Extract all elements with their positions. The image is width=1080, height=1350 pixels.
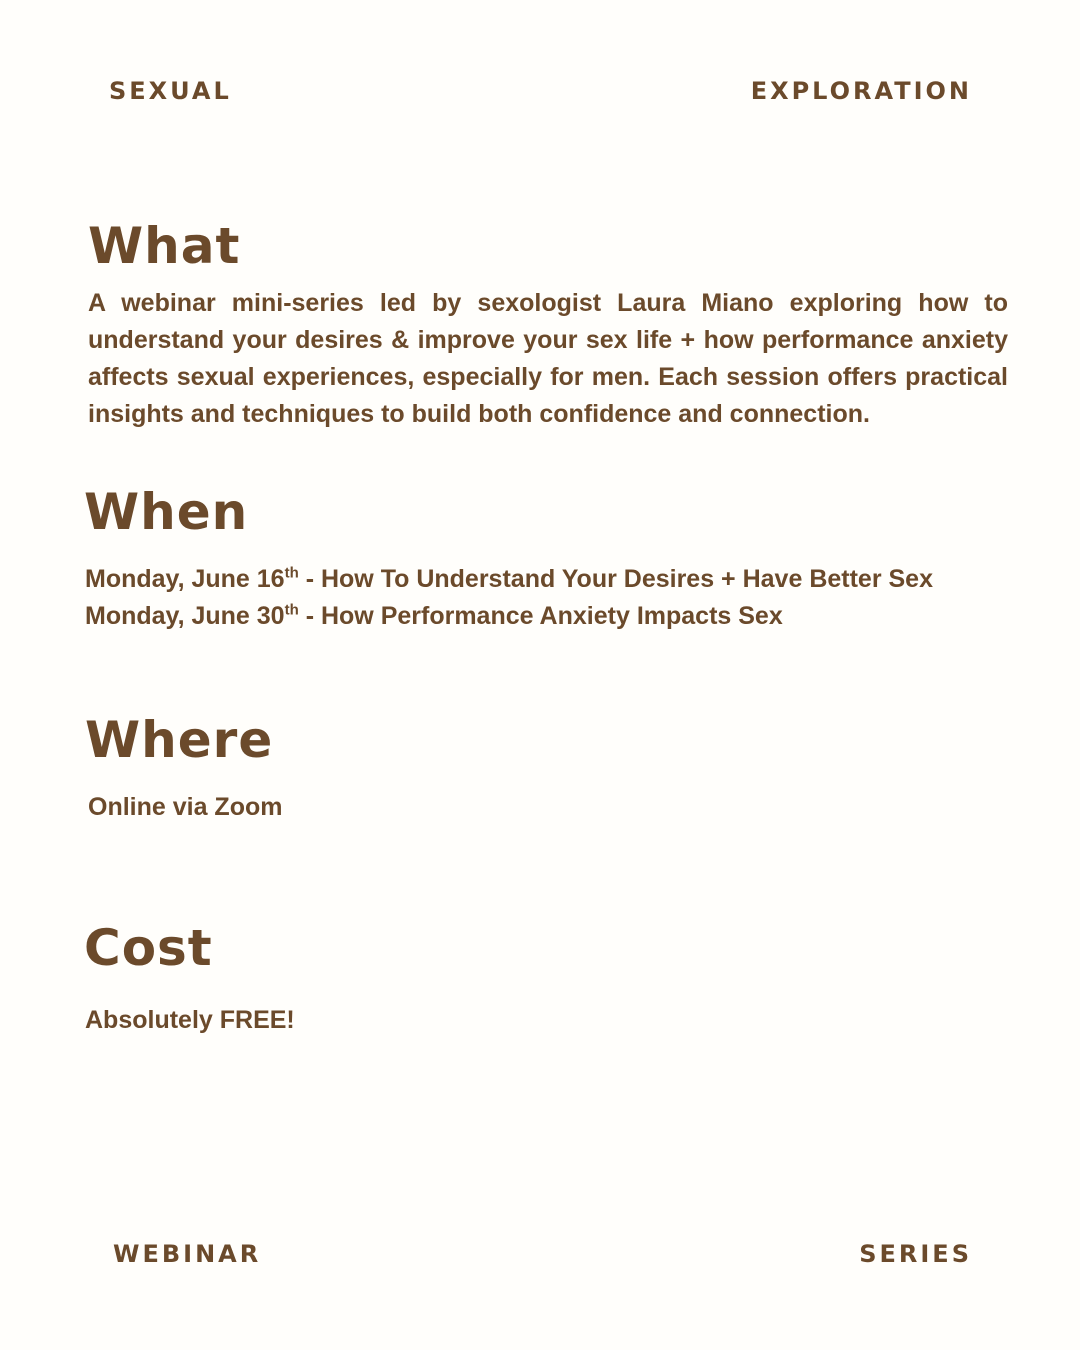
cost-price: Absolutely FREE!	[85, 1006, 295, 1034]
when-heading: When	[84, 483, 249, 541]
session-line-1	[85, 561, 1045, 598]
what-heading: What	[88, 217, 241, 275]
corner-label-sexual: SEXUAL	[109, 77, 232, 105]
session-title: - How To Understand Your Desires + Have Better Sex	[298, 565, 933, 593]
session-date: Monday, June 16	[85, 565, 285, 593]
where-heading: Where	[85, 711, 274, 769]
session-date: Monday, June 30	[85, 602, 285, 630]
session-date-ordinal: th	[284, 601, 299, 619]
where-location: Online via Zoom	[88, 793, 283, 821]
corner-label-webinar: WEBINAR	[113, 1240, 262, 1268]
session-date-ordinal: th	[284, 564, 299, 582]
corner-label-exploration: EXPLORATION	[750, 77, 972, 105]
cost-heading: Cost	[84, 919, 213, 977]
session-title: - How Performance Anxiety Impacts Sex	[298, 602, 783, 630]
what-description: A webinar mini-series led by sexologist Laura Miano exploring how to understand your desires & improve your sex life + how performance anxiety affects sexual experiences, especially for men. Each session offers practical insights and techniques to build both confidence and connection.	[88, 289, 1008, 428]
session-line-2	[85, 598, 1045, 635]
corner-label-series: SERIES	[859, 1240, 972, 1268]
